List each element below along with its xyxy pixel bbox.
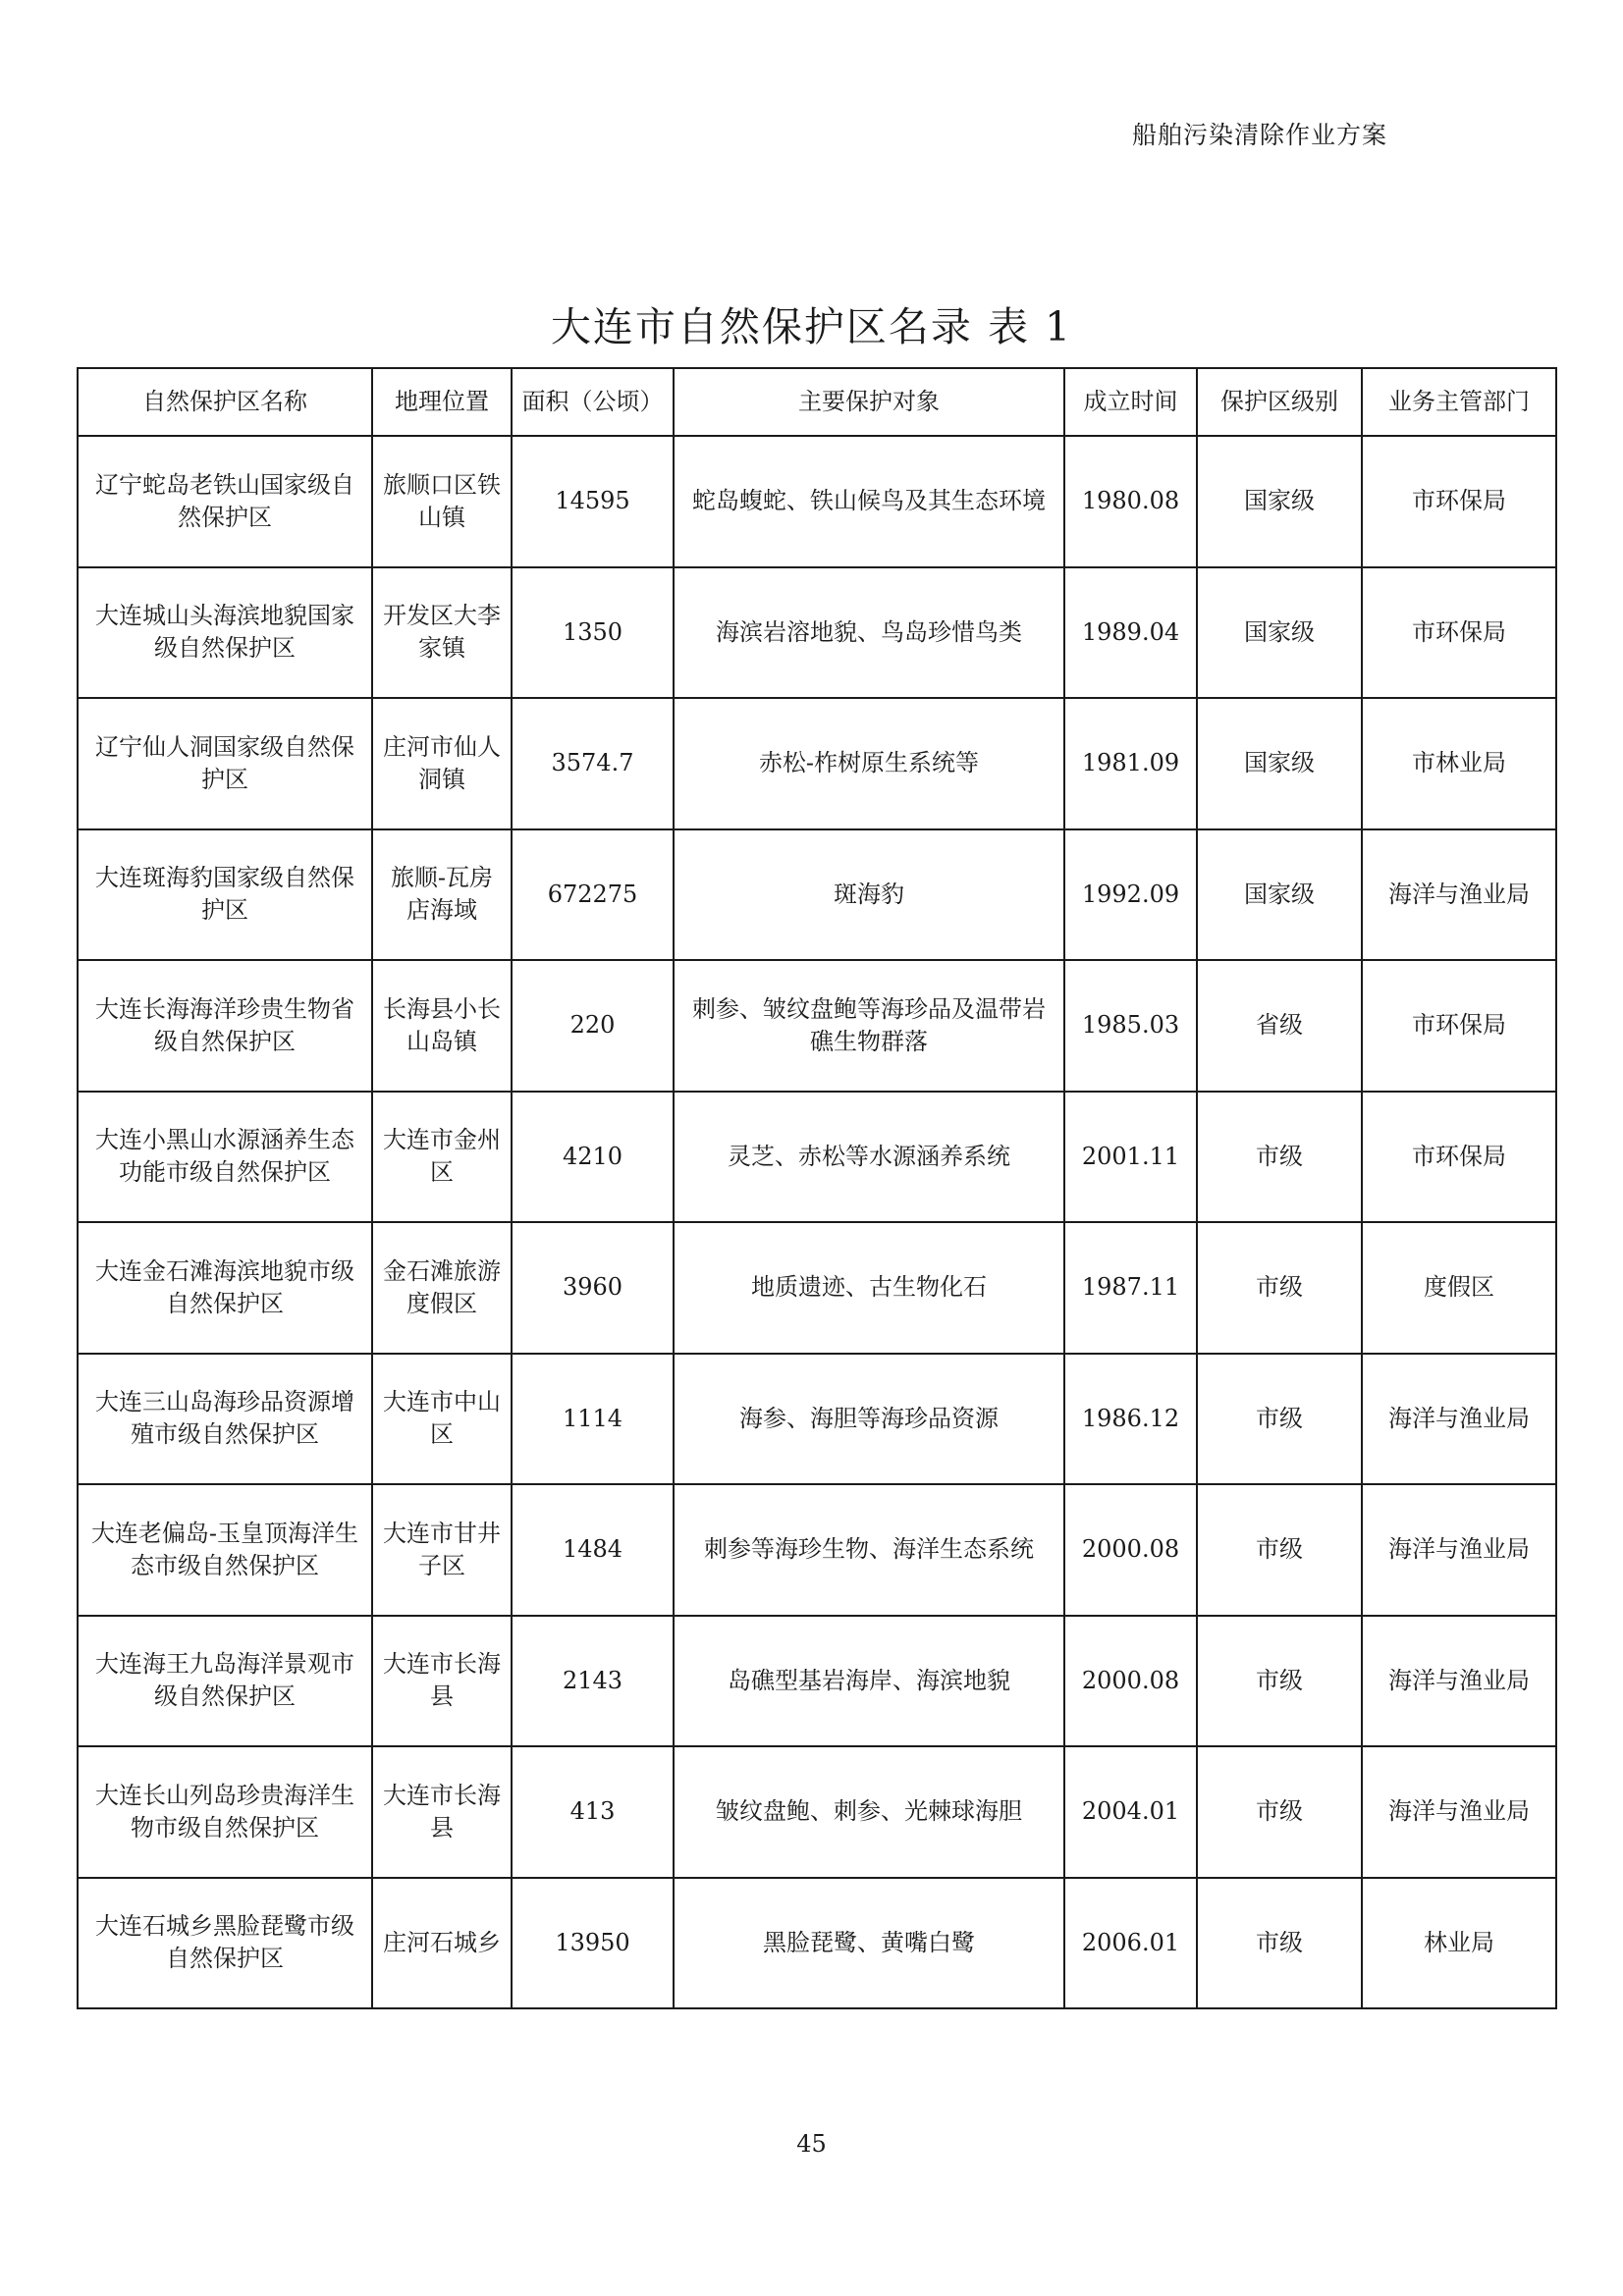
table-title: 大连市自然保护区名录 表 1 bbox=[550, 303, 1073, 350]
table-row bbox=[78, 1878, 1556, 2009]
reserve-name-cell: 大连三山岛海珍品资源增殖市级自然保护区 bbox=[78, 1354, 372, 1485]
level-cell: 市级 bbox=[1197, 1222, 1362, 1354]
table-header-row bbox=[78, 368, 1556, 436]
established-date-cell: 1989.04 bbox=[1064, 567, 1197, 699]
location-cell: 庄河市仙人洞镇 bbox=[372, 698, 512, 829]
reserve-name-cell: 辽宁蛇岛老铁山国家级自然保护区 bbox=[78, 436, 372, 567]
location-cell: 旅顺口区铁山镇 bbox=[372, 436, 512, 567]
protected-objects-cell: 岛礁型基岩海岸、海滨地貌 bbox=[674, 1616, 1064, 1747]
area-cell: 13950 bbox=[512, 1878, 674, 2009]
department-cell: 海洋与渔业局 bbox=[1362, 1354, 1556, 1485]
level-cell: 市级 bbox=[1197, 1746, 1362, 1878]
established-date-cell: 2000.08 bbox=[1064, 1484, 1197, 1616]
reserve-name-cell: 大连海王九岛海洋景观市级自然保护区 bbox=[78, 1616, 372, 1747]
department-cell: 海洋与渔业局 bbox=[1362, 1746, 1556, 1878]
department-cell: 海洋与渔业局 bbox=[1362, 1616, 1556, 1747]
department-cell: 市环保局 bbox=[1362, 1092, 1556, 1223]
location-cell: 大连市甘井子区 bbox=[372, 1484, 512, 1616]
protected-objects-cell: 地质遗迹、古生物化石 bbox=[674, 1222, 1064, 1354]
level-cell: 省级 bbox=[1197, 960, 1362, 1092]
department-cell: 海洋与渔业局 bbox=[1362, 1484, 1556, 1616]
location-cell: 开发区大李家镇 bbox=[372, 567, 512, 699]
column-header-name: 自然保护区名称 bbox=[78, 368, 372, 436]
running-header: 船舶污染清除作业方案 bbox=[1131, 121, 1387, 149]
column-header-area: 面积（公顷） bbox=[512, 368, 674, 436]
reserve-name-cell: 大连老偏岛-玉皇顶海洋生态市级自然保护区 bbox=[78, 1484, 372, 1616]
reserve-name-cell: 大连石城乡黑脸琵鹭市级自然保护区 bbox=[78, 1878, 372, 2009]
area-cell: 672275 bbox=[512, 829, 674, 961]
established-date-cell: 1987.11 bbox=[1064, 1222, 1197, 1354]
table-row bbox=[78, 436, 1556, 567]
department-cell: 海洋与渔业局 bbox=[1362, 829, 1556, 961]
table-row bbox=[78, 1484, 1556, 1616]
area-cell: 1484 bbox=[512, 1484, 674, 1616]
level-cell: 市级 bbox=[1197, 1484, 1362, 1616]
location-cell: 大连市金州区 bbox=[372, 1092, 512, 1223]
table-row bbox=[78, 829, 1556, 961]
established-date-cell: 1985.03 bbox=[1064, 960, 1197, 1092]
department-cell: 林业局 bbox=[1362, 1878, 1556, 2009]
level-cell: 国家级 bbox=[1197, 698, 1362, 829]
established-date-cell: 2004.01 bbox=[1064, 1746, 1197, 1878]
location-cell: 大连市中山区 bbox=[372, 1354, 512, 1485]
area-cell: 3574.7 bbox=[512, 698, 674, 829]
table-row bbox=[78, 698, 1556, 829]
table-row bbox=[78, 1092, 1556, 1223]
area-cell: 1350 bbox=[512, 567, 674, 699]
department-cell: 市环保局 bbox=[1362, 960, 1556, 1092]
location-cell: 大连市长海县 bbox=[372, 1616, 512, 1747]
level-cell: 国家级 bbox=[1197, 829, 1362, 961]
protected-objects-cell: 赤松-柞树原生系统等 bbox=[674, 698, 1064, 829]
location-cell: 金石滩旅游度假区 bbox=[372, 1222, 512, 1354]
level-cell: 市级 bbox=[1197, 1616, 1362, 1747]
area-cell: 14595 bbox=[512, 436, 674, 567]
established-date-cell: 1986.12 bbox=[1064, 1354, 1197, 1485]
area-cell: 3960 bbox=[512, 1222, 674, 1354]
protected-objects-cell: 海参、海胆等海珍品资源 bbox=[674, 1354, 1064, 1485]
reserve-name-cell: 辽宁仙人洞国家级自然保护区 bbox=[78, 698, 372, 829]
established-date-cell: 1981.09 bbox=[1064, 698, 1197, 829]
reserve-name-cell: 大连小黑山水源涵养生态功能市级自然保护区 bbox=[78, 1092, 372, 1223]
level-cell: 国家级 bbox=[1197, 567, 1362, 699]
reserve-name-cell: 大连城山头海滨地貌国家级自然保护区 bbox=[78, 567, 372, 699]
column-header-department: 业务主管部门 bbox=[1362, 368, 1556, 436]
area-cell: 1114 bbox=[512, 1354, 674, 1485]
established-date-cell: 2001.11 bbox=[1064, 1092, 1197, 1223]
table-row bbox=[78, 1354, 1556, 1485]
page-number: 45 bbox=[796, 2130, 827, 2158]
area-cell: 4210 bbox=[512, 1092, 674, 1223]
reserve-name-cell: 大连斑海豹国家级自然保护区 bbox=[78, 829, 372, 961]
level-cell: 市级 bbox=[1197, 1092, 1362, 1223]
column-header-level: 保护区级别 bbox=[1197, 368, 1362, 436]
established-date-cell: 2006.01 bbox=[1064, 1878, 1197, 2009]
department-cell: 市环保局 bbox=[1362, 567, 1556, 699]
reserve-name-cell: 大连长山列岛珍贵海洋生物市级自然保护区 bbox=[78, 1746, 372, 1878]
department-cell: 市林业局 bbox=[1362, 698, 1556, 829]
protected-objects-cell: 斑海豹 bbox=[674, 829, 1064, 961]
protected-objects-cell: 皱纹盘鲍、刺参、光棘球海胆 bbox=[674, 1746, 1064, 1878]
department-cell: 市环保局 bbox=[1362, 436, 1556, 567]
location-cell: 大连市长海县 bbox=[372, 1746, 512, 1878]
table-row bbox=[78, 960, 1556, 1092]
table-row bbox=[78, 1222, 1556, 1354]
level-cell: 市级 bbox=[1197, 1354, 1362, 1485]
established-date-cell: 2000.08 bbox=[1064, 1616, 1197, 1747]
nature-reserve-table bbox=[77, 367, 1557, 2009]
location-cell: 庄河石城乡 bbox=[372, 1878, 512, 2009]
table-row bbox=[78, 567, 1556, 699]
table-row bbox=[78, 1746, 1556, 1878]
area-cell: 413 bbox=[512, 1746, 674, 1878]
location-cell: 旅顺-瓦房店海域 bbox=[372, 829, 512, 961]
area-cell: 220 bbox=[512, 960, 674, 1092]
column-header-established: 成立时间 bbox=[1064, 368, 1197, 436]
location-cell: 长海县小长山岛镇 bbox=[372, 960, 512, 1092]
protected-objects-cell: 蛇岛蝮蛇、铁山候鸟及其生态环境 bbox=[674, 436, 1064, 567]
department-cell: 度假区 bbox=[1362, 1222, 1556, 1354]
reserve-name-cell: 大连长海海洋珍贵生物省级自然保护区 bbox=[78, 960, 372, 1092]
level-cell: 国家级 bbox=[1197, 436, 1362, 567]
area-cell: 2143 bbox=[512, 1616, 674, 1747]
table-row bbox=[78, 1616, 1556, 1747]
reserve-name-cell: 大连金石滩海滨地貌市级自然保护区 bbox=[78, 1222, 372, 1354]
protected-objects-cell: 黑脸琵鹭、黄嘴白鹭 bbox=[674, 1878, 1064, 2009]
column-header-protected-objects: 主要保护对象 bbox=[674, 368, 1064, 436]
protected-objects-cell: 灵芝、赤松等水源涵养系统 bbox=[674, 1092, 1064, 1223]
protected-objects-cell: 海滨岩溶地貌、鸟岛珍惜鸟类 bbox=[674, 567, 1064, 699]
established-date-cell: 1980.08 bbox=[1064, 436, 1197, 567]
established-date-cell: 1992.09 bbox=[1064, 829, 1197, 961]
level-cell: 市级 bbox=[1197, 1878, 1362, 2009]
column-header-location: 地理位置 bbox=[372, 368, 512, 436]
protected-objects-cell: 刺参、皱纹盘鲍等海珍品及温带岩礁生物群落 bbox=[674, 960, 1064, 1092]
protected-objects-cell: 刺参等海珍生物、海洋生态系统 bbox=[674, 1484, 1064, 1616]
